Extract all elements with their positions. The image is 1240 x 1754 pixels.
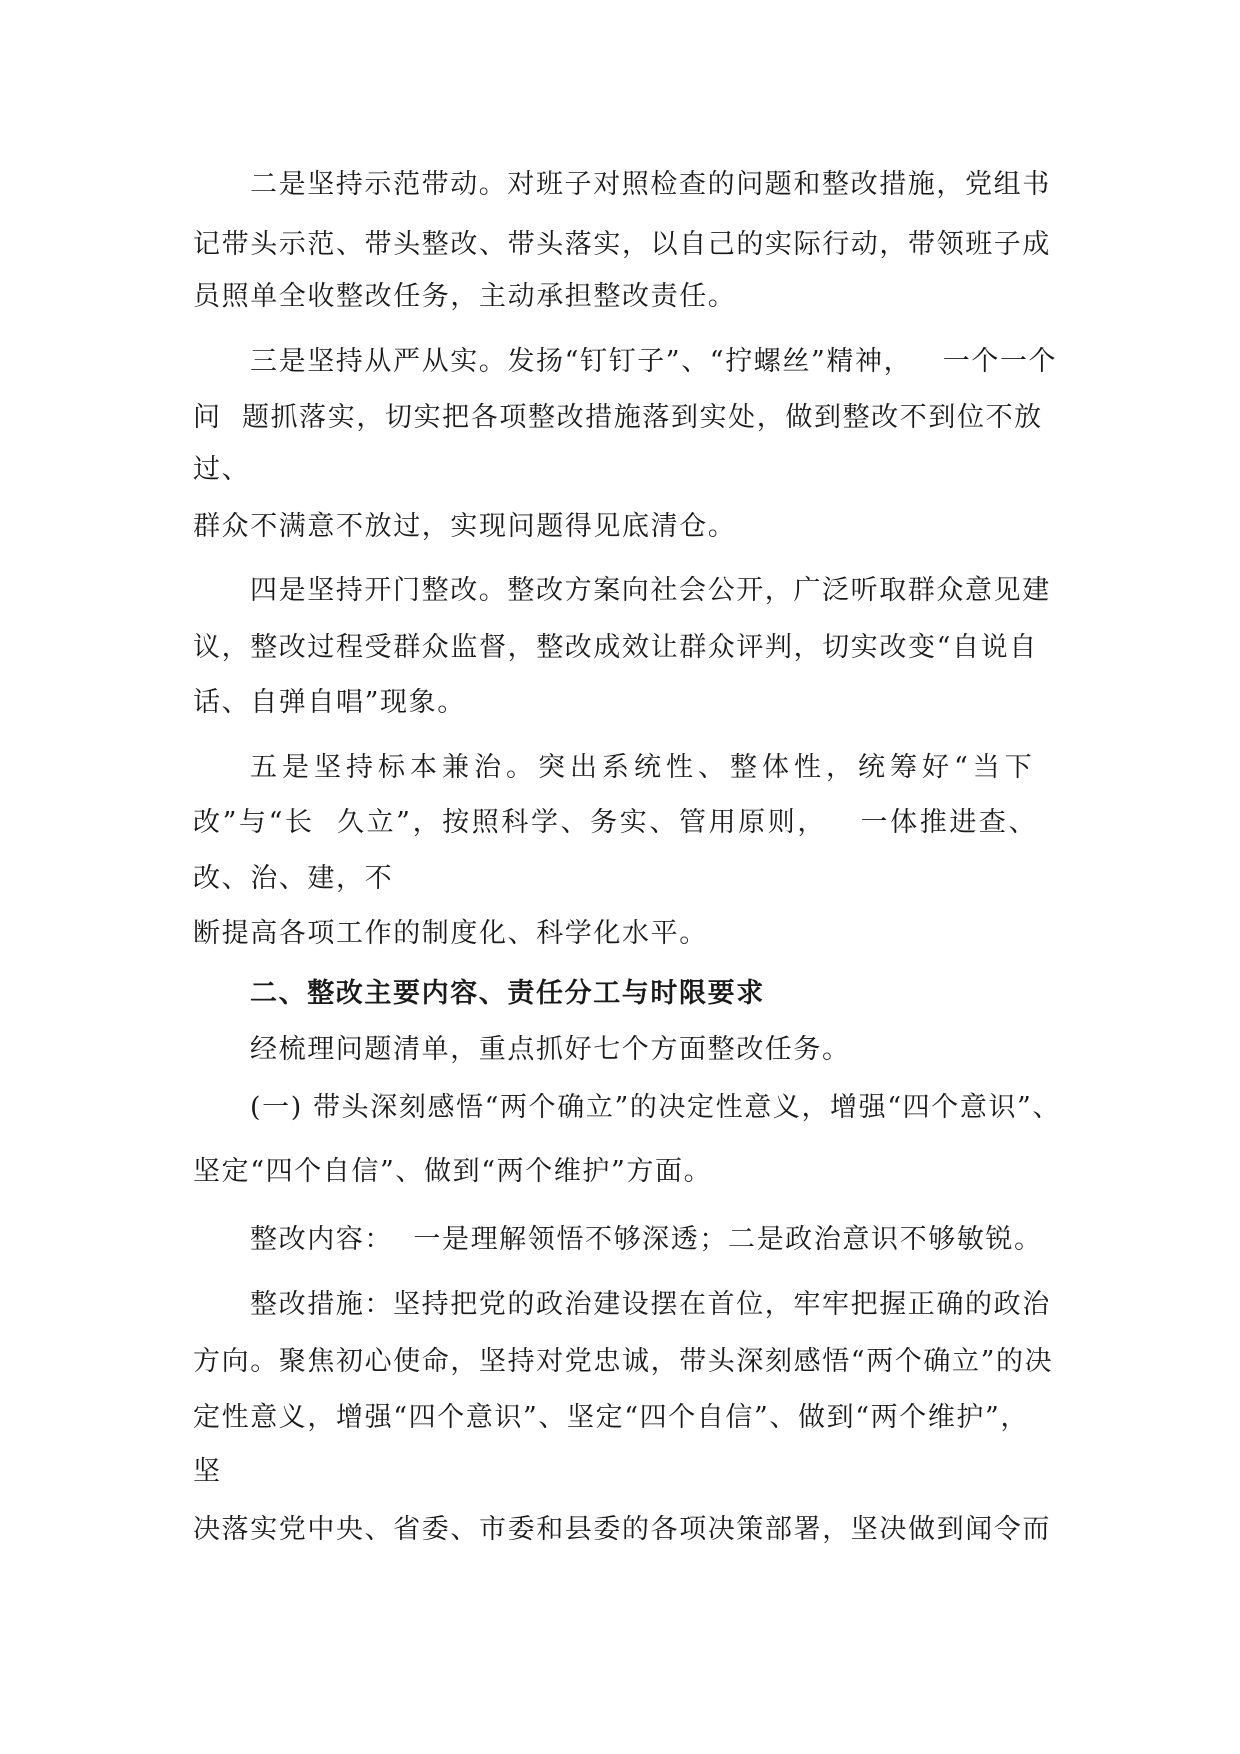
body-text-line: 方向。聚焦初心使命，坚持对党忠诚，带头深刻感悟“两个确立”的决 [193, 1346, 1054, 1377]
body-text-line: 坚 [193, 1456, 222, 1487]
body-text-line: 决落实党中央、省委、市委和县委的各项决策部署，坚决做到闻令而 [193, 1514, 1051, 1545]
subsection-heading-continued: 坚定“四个自信”、做到“两个维护”方面。 [193, 1156, 713, 1187]
body-text-line: 改、治、建，不 [193, 863, 394, 894]
body-text-line: 整改内容： 一是理解领悟不够深透；二是政治意识不够敏锐。 [250, 1224, 1043, 1255]
body-text-line: 议，整改过程受群众监督，整改成效让群众评判，切实改变“自说自 [193, 632, 1038, 663]
body-text-line: 记带头示范、带头整改、带头落实，以自己的实际行动，带领班子成 [193, 229, 1051, 260]
body-text-line: 经梳理问题清单，重点抓好七个方面整改任务。 [250, 1034, 851, 1065]
section-heading: 二、整改主要内容、责任分工与时限要求 [250, 978, 765, 1009]
body-text-line: 话、自弹自唱”现象。 [193, 687, 466, 718]
body-text-line: 定性意义，增强“四个意识”、坚定“四个自信”、做到“两个维护”， [193, 1402, 1030, 1433]
subsection-heading: (一) 带头深刻感悟“两个确立”的决定性意义，增强“四个意识”、 [250, 1092, 1062, 1123]
body-text-line: 整改措施：坚持把党的政治建设摆在首位，牢牢把握正确的政治 [250, 1289, 1051, 1320]
body-text-line: 群众不满意不放过，实现问题得见底清仓。 [193, 511, 737, 542]
body-text-line: 二是坚持示范带动。对班子对照检查的问题和整改措施，党组书 [250, 169, 1051, 200]
body-text-line: 员照单全收整改任务，主动承担整改责任。 [193, 281, 737, 312]
body-text-line: 三是坚持从严从实。发扬“钉钉子”、“拧螺丝”精神， 一个一个 [250, 346, 1058, 377]
body-text-line: 改”与“长 久立”，按照科学、务实、管用原则， 一体推进查、 [193, 807, 1039, 838]
body-text-line: 四是坚持开门整改。整改方案向社会公开，广泛听取群众意见建 [250, 575, 1051, 606]
body-text-line: 断提高各项工作的制度化、科学化水平。 [193, 918, 708, 949]
body-text-line: 过、 [193, 454, 251, 485]
body-text-line: 问 题抓落实，切实把各项整改措施落到实处，做到整改不到位不放 [193, 402, 1043, 433]
body-text-line: 五是坚持标本兼治。突出系统性、整体性，统筹好“当下 [250, 752, 1037, 783]
